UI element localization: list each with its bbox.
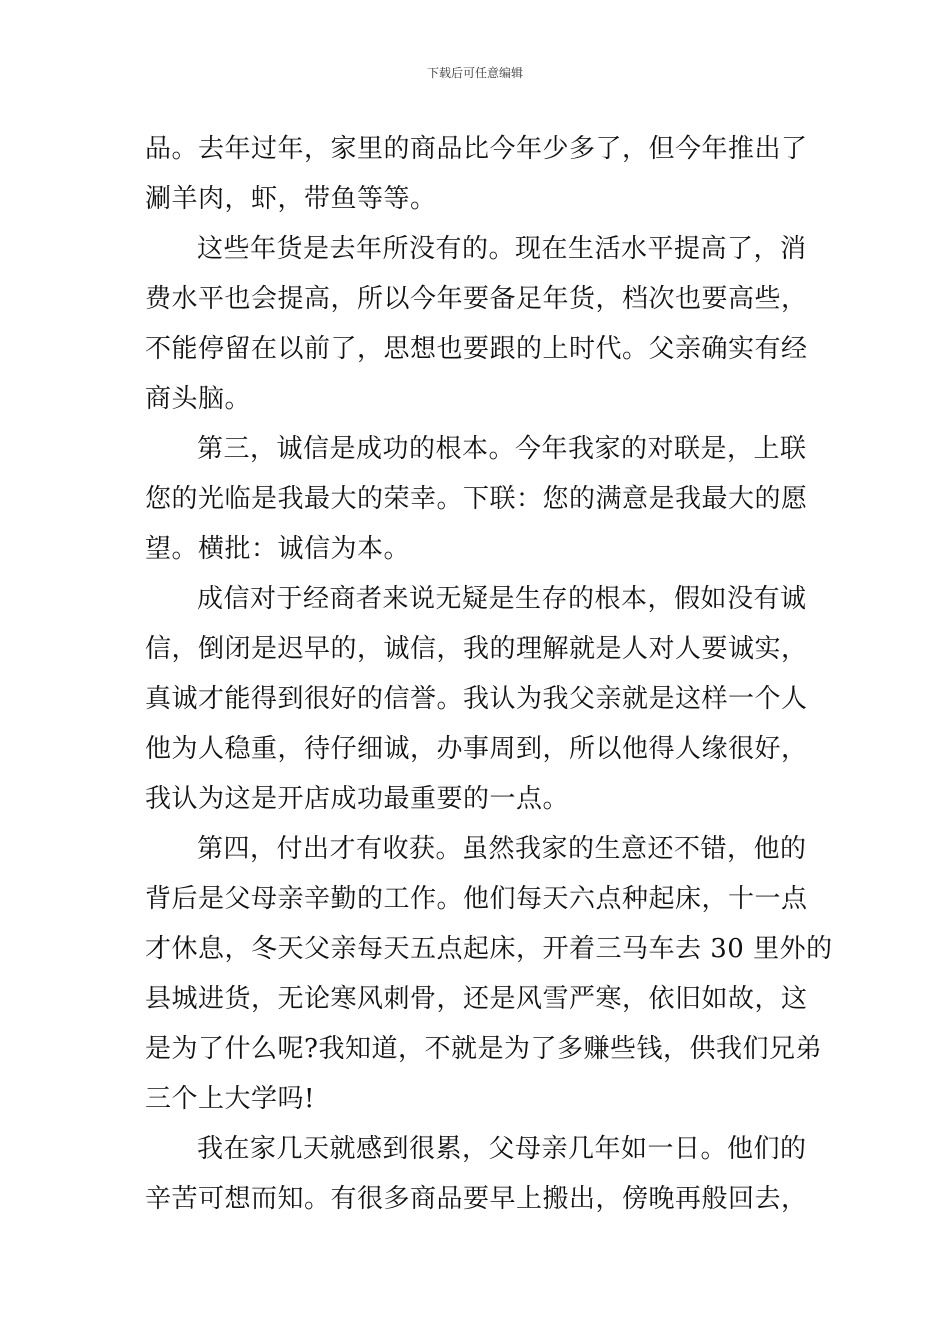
text-line: 辛苦可想而知。有很多商品要早上搬出，傍晚再般回去， — [145, 1184, 808, 1214]
text-line: 您的光临是我最大的荣幸。下联：您的满意是我最大的愿 — [145, 484, 808, 514]
document-body — [145, 124, 833, 1224]
text-line: 我在家几天就感到很累，父母亲几年如一日。他们的 — [197, 1134, 807, 1164]
text-line: 真诚才能得到很好的信誉。我认为我父亲就是这样一个人 — [145, 684, 808, 714]
text-line: 不能停留在以前了，思想也要跟的上时代。父亲确实有经 — [145, 334, 808, 364]
text-line: 费水平也会提高，所以今年要备足年货，档次也要高些， — [145, 284, 808, 314]
text-line: 才休息，冬天父亲每天五点起床，开着三马车去 30 里外的 — [145, 934, 833, 964]
text-line: 是为了什么呢?我知道，不就是为了多赚些钱，供我们兄弟 — [145, 1034, 822, 1064]
text-line: 县城进货，无论寒风刺骨，还是风雪严寒，依旧如故，这 — [145, 984, 808, 1014]
text-line: 他为人稳重，待仔细诚，办事周到，所以他得人缘很好， — [145, 734, 808, 764]
text-line: 商头脑。 — [145, 384, 252, 414]
text-line: 望。横批：诚信为本。 — [145, 534, 411, 564]
text-line: 信，倒闭是迟早的，诚信，我的理解就是人对人要诚实， — [145, 634, 808, 664]
text-line: 我认为这是开店成功最重要的一点。 — [145, 784, 570, 814]
text-line: 第四，付出才有收获。虽然我家的生意还不错，他的 — [197, 834, 807, 864]
text-line: 背后是父母亲辛勤的工作。他们每天六点种起床，十一点 — [145, 884, 808, 914]
page-header: 下载后可任意编辑 — [426, 66, 523, 80]
text-line: 第三，诚信是成功的根本。今年我家的对联是，上联 — [197, 434, 807, 464]
text-line: 这些年货是去年所没有的。现在生活水平提高了，消 — [197, 234, 807, 264]
text-line: 品。去年过年，家里的商品比今年少多了，但今年推出了 — [145, 134, 808, 164]
text-line: 涮羊肉，虾，带鱼等等。 — [145, 184, 437, 214]
text-line: 成信对于经商者来说无疑是生存的根本，假如没有诚 — [197, 584, 807, 614]
text-line: 三个上大学吗! — [145, 1084, 315, 1114]
